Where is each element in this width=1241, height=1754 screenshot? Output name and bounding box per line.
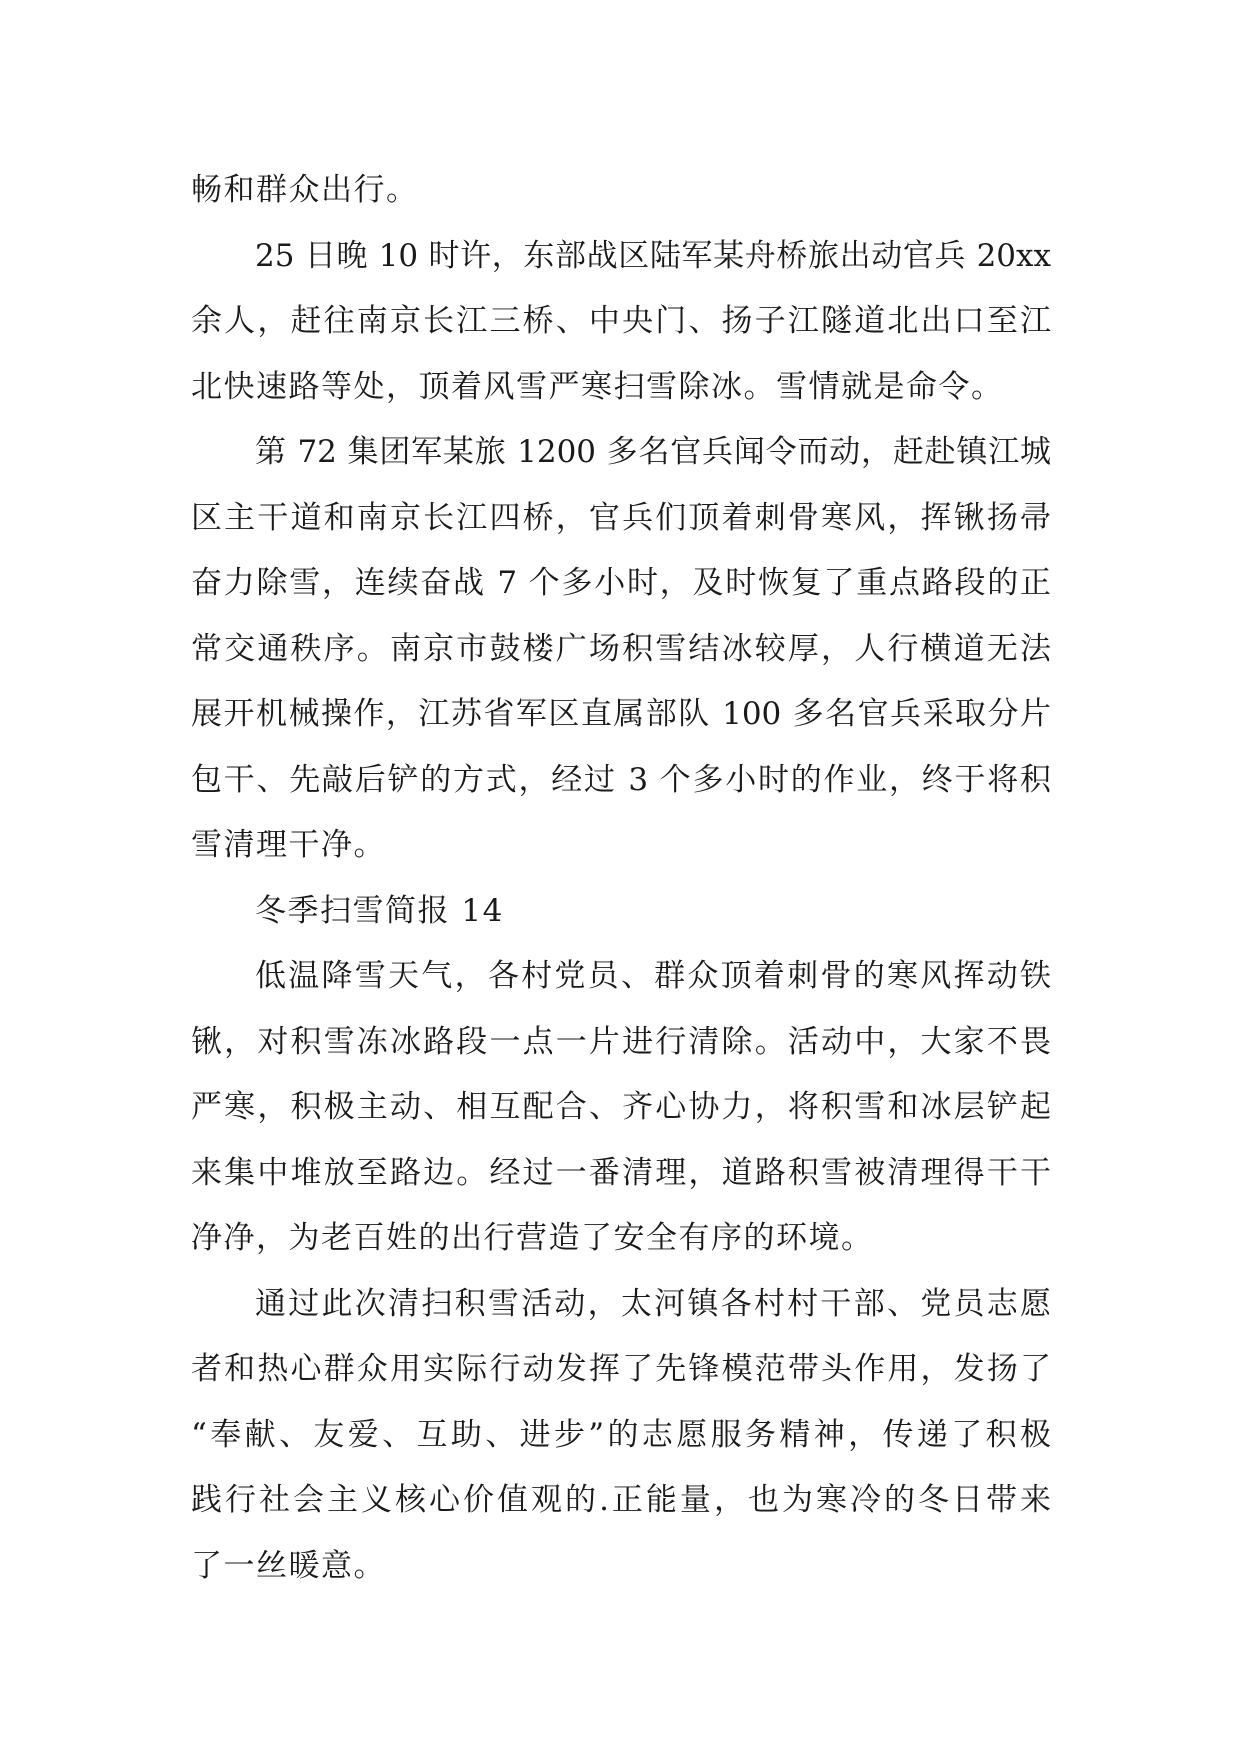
text-line: 来集中堆放至路边。经过一番清理，道路积雪被清理得干干 xyxy=(191,1154,1051,1191)
text-line: 区主干道和南京长江四桥，官兵们顶着刺骨寒风，挥锹扬帚 xyxy=(191,499,1051,536)
text-line: 净净，为老百姓的出行营造了安全有序的环境。 xyxy=(191,1220,874,1256)
paragraph-first-line: 通过此次清扫积雪活动，太河镇各村村干部、党员志愿 xyxy=(255,1285,1051,1322)
text-line: 展开机械操作，江苏省军区直属部队 100 多名官兵采取分片 xyxy=(191,696,1051,732)
text-line: 北快速路等处，顶着风雪严寒扫雪除冰。雪情就是命令。 xyxy=(191,368,1004,405)
text-line: 常交通秩序。南京市鼓楼广场积雪结冰较厚，人行横道无法 xyxy=(191,630,1051,667)
text-line: 者和热心群众用实际行动发挥了先锋模范带头作用，发扬了 xyxy=(191,1351,1051,1387)
paragraph-first-line: 第 72 集团军某旅 1200 多名官兵闻令而动，赶赴镇江城 xyxy=(255,434,1051,470)
text-line: 畅和群众出行。 xyxy=(191,172,419,208)
section-heading: 冬季扫雪简报 14 xyxy=(255,892,504,929)
text-line: “奉献、友爱、互助、进步”的志愿服务精神，传递了积极 xyxy=(191,1416,1051,1453)
paragraph-first-line: 低温降雪天气，各村党员、群众顶着刺骨的寒风挥动铁 xyxy=(255,958,1051,994)
text-line: 雪清理干净。 xyxy=(191,827,386,863)
text-line: 包干、先敲后铲的方式，经过 3 个多小时的作业，终于将积 xyxy=(191,761,1051,798)
document-body xyxy=(191,158,1051,1599)
text-line: 严寒，积极主动、相互配合、齐心协力，将积雪和冰层铲起 xyxy=(191,1089,1051,1125)
text-line: 奋力除雪，连续奋战 7 个多小时，及时恢复了重点路段的正 xyxy=(191,565,1051,601)
text-line: 践行社会主义核心价值观的.正能量，也为寒冷的冬日带来 xyxy=(191,1482,1051,1518)
text-line: 锹，对积雪冻冰路段一点一片进行清除。活动中，大家不畏 xyxy=(191,1023,1051,1060)
text-line: 了一丝暖意。 xyxy=(191,1547,386,1584)
text-line: 余人，赶往南京长江三桥、中央门、扬子江隧道北出口至江 xyxy=(191,303,1051,339)
paragraph-first-line: 25 日晚 10 时许，东部战区陆军某舟桥旅出动官兵 20xx xyxy=(255,237,1051,274)
